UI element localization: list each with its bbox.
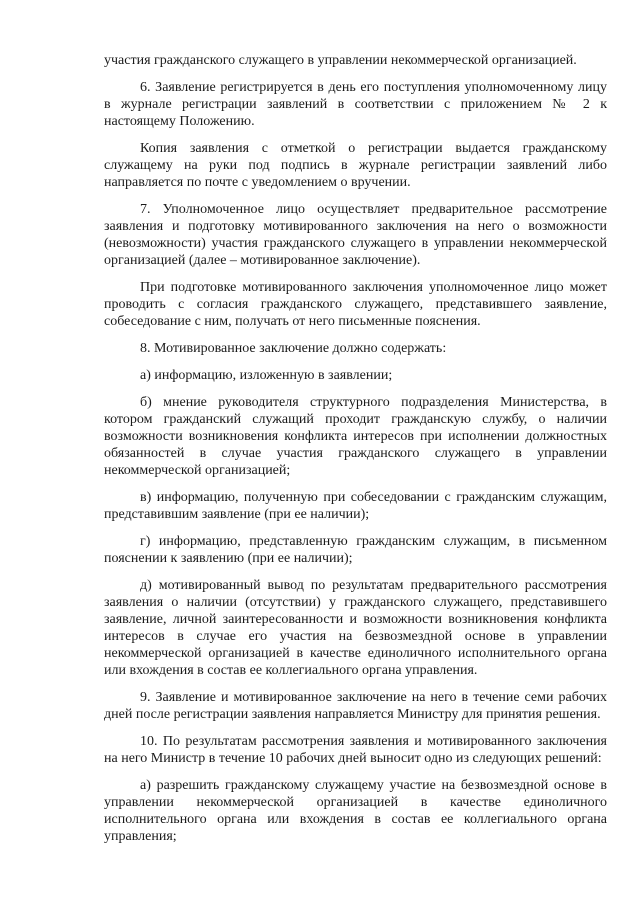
- paragraph-7: 7. Уполномоченное лицо осуществляет предварительное рассмотрение заявления и подготовку мотивированного заключения на него о возможности (невозможности) участия гражданского служащего в управлении некоммерческой организацией (далее – мотивированное заключение).: [104, 202, 607, 268]
- paragraph-8: 8. Мотивированное заключение должно содержать:: [140, 341, 447, 356]
- paragraph-8-a: а) информацию, изложенную в заявлении;: [140, 368, 393, 383]
- paragraph-continuation: участия гражданского служащего в управлении некоммерческой организацией.: [104, 53, 577, 68]
- paragraph-6: 6. Заявление регистрируется в день его поступления уполномоченному лицу в журнале регистрации заявлений в соответствии с приложением № 2 к настоящему Положению.: [104, 80, 607, 129]
- paragraph-8-d: д) мотивированный вывод по результатам предварительного рассмотрения заявления о наличии (отсутствии) у гражданского служащего, представившего заявление, личной заинтересованности и возможности возникновения конфликта интересов в случае его участия на безвозмездной основе в управлении некоммерческой организацией в качестве единоличного исполнительного органа или вхождения в состав ее коллегиального органа управления.: [104, 578, 607, 678]
- paragraph-8-b: б) мнение руководителя структурного подразделения Министерства, в котором гражданский служащий проходит гражданскую службу, о наличии возможности возникновения конфликта интересов при исполнении должностных обязанностей в случае участия гражданского служащего в управлении некоммерческой организацией;: [104, 395, 607, 478]
- paragraph-9: 9. Заявление и мотивированное заключение на него в течение семи рабочих дней после регистрации заявления направляется Министру для принятия решения.: [104, 690, 607, 722]
- paragraph-10: 10. По результатам рассмотрения заявления и мотивированного заключения на него Министр в течение 10 рабочих дней выносит одно из следующих решений:: [104, 734, 607, 766]
- paragraph-6-copy: Копия заявления с отметкой о регистрации выдается гражданскому служащему на руки под подпись в журнале регистрации заявлений либо направляется по почте с уведомлением о вручении.: [104, 141, 607, 190]
- paragraph-8-v: в) информацию, полученную при собеседовании с гражданским служащим, представившим заявление (при ее наличии);: [104, 490, 607, 522]
- paragraph-7-interview: При подготовке мотивированного заключения уполномоченное лицо может проводить с согласия гражданского служащего, представившего заявление, собеседование с ним, получать от него письменные пояснения.: [104, 280, 607, 329]
- paragraph-10-a: а) разрешить гражданскому служащему участие на безвозмездной основе в управлении некоммерческой организацией в качестве единоличного исполнительного органа или вхождения в состав ее коллегиального органа управления;: [104, 778, 607, 844]
- document-body: [104, 52, 607, 855]
- paragraph-8-g: г) информацию, представленную гражданским служащим, в письменном пояснении к заявлению (при ее наличии);: [104, 534, 607, 566]
